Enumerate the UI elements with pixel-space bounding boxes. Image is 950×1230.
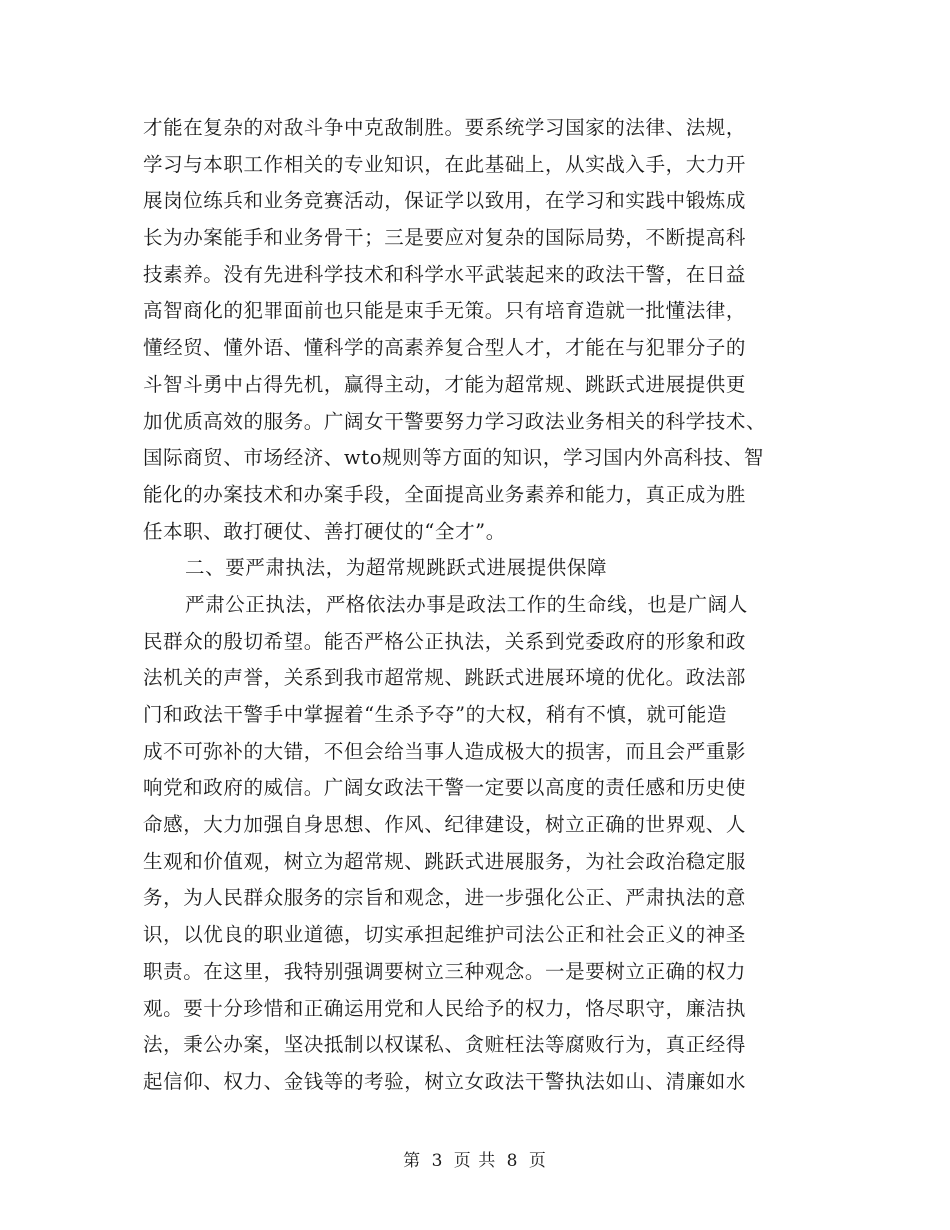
text-line: 懂经贸、懂外语、懂科学的高素养复合型人才，才能在与犯罪分子的 [143,336,747,360]
text-line: 职责。在这里，我特别强调要树立三种观念。一是要树立正确的权力 [143,959,747,983]
paragraph-first-line: 严肃公正执法，严格依法办事是政法工作的生命线，也是广阔人 [185,592,748,616]
text-line: 高智商化的犯罪面前也只能是束手无策。只有培育造就一批懂法律， [143,299,747,323]
text-line: 任本职、敢打硬仗、善打硬仗的“全才”。 [143,519,506,543]
text-line: 观。要十分珍惜和正确运用党和人民给予的权力，恪尽职守，廉洁执 [143,996,747,1020]
text-line: 门和政法干警手中掌握着“生杀予夺”的大权，稍有不慎，就可能造 [143,703,727,726]
text-line: 学习与本职工作相关的专业知识，在此基础上，从实战入手，大力开 [143,152,747,176]
text-line: 技素养。没有先进科学技术和科学水平武装起来的政法干警，在日益 [143,262,747,286]
text-line: 识，以优良的职业道德，切实承担起维护司法公正和社会正义的神圣 [143,923,747,947]
text-line: 加优质高效的服务。广阔女干警要努力学习政法业务相关的科学技术、 [143,409,767,433]
page-label-suffix: 页 [528,1151,547,1171]
text-line: 长为办案能手和业务骨干；三是要应对复杂的国际局势，不断提高科 [143,226,747,250]
text-line: 生观和价值观，树立为超常规、跳跃式进展服务，为社会政治稳定服 [143,849,747,873]
body-text [143,110,818,1101]
page-label-mid: 页 共 [453,1151,497,1171]
page-footer [0,1146,950,1171]
text-line: 起信仰、权力、金钱等的考验，树立女政法干警执法如山、清廉如水 [143,1069,747,1093]
text-line: 展岗位练兵和业务竞赛活动，保证学以致用，在学习和实践中锻炼成 [143,189,747,213]
text-line: 斗智斗勇中占得先机，赢得主动，才能为超常规、跳跃式进展提供更 [143,372,747,396]
text-line: 民群众的殷切希望。能否严格公正执法，关系到党委政府的形象和政 [143,629,747,653]
text-line: 命感，大力加强自身思想、作风、纪律建设，树立正确的世界观、人 [143,813,747,837]
page-label-prefix: 第 [403,1151,422,1171]
text-line: 响党和政府的威信。广阔女政法干警一定要以高度的责任感和历史使 [143,776,747,800]
text-line: 国际商贸、市场经济、wto规则等方面的知识，学习国内外高科技、智 [143,446,764,470]
text-line: 法，秉公办案，坚决抵制以权谋私、贪赃枉法等腐败行为，真正经得 [143,1033,747,1057]
current-page-number: 3 [431,1151,444,1171]
text-line: 才能在复杂的对敌斗争中克敌制胜。要系统学习国家的法律、法规， [143,116,747,139]
text-line: 成不可弥补的大错，不但会给当事人造成极大的损害，而且会严重影 [143,739,747,763]
total-pages-number: 8 [506,1151,519,1171]
text-line: 法机关的声誉，关系到我市超常规、跳跃式进展环境的优化。政法部 [143,666,747,690]
text-line: 能化的办案技术和办案手段，全面提高业务素养和能力，真正成为胜 [143,482,747,506]
section-heading: 二、要严肃执法，为超常规跳跃式进展提供保障 [185,556,608,580]
text-line: 务，为人民群众服务的宗旨和观念，进一步强化公正、严肃执法的意 [143,886,747,910]
